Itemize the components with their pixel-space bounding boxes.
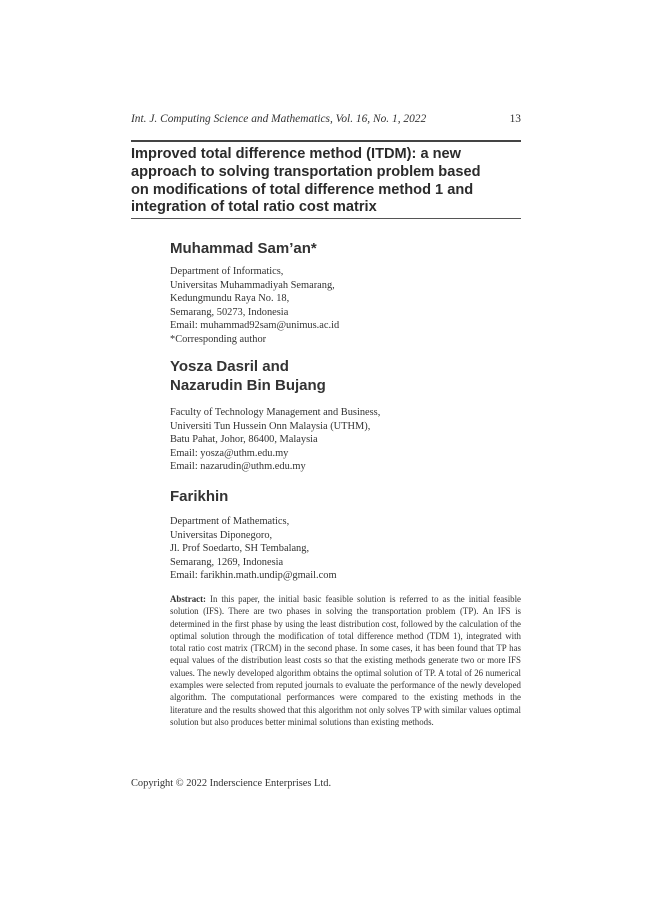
affiliation-line: Universitas Muhammadiyah Semarang, [170,279,335,291]
affiliation-line: Department of Informatics, [170,266,284,277]
affiliation-line: Semarang, 1269, Indonesia [170,556,284,568]
author-affiliation [170,515,337,583]
page-number: 13 [509,113,521,125]
copyright-notice: Copyright © 2022 Inderscience Enterprises Ltd. [131,778,332,789]
paper-title [131,146,523,217]
affiliation-line: Jl. Prof Soedarto, SH Tembalang, [170,543,310,555]
affiliation-line: Universitas Diponegoro, [170,529,273,541]
running-head: Int. J. Computing Science and Mathematics, Vol. 16, No. 1, 2022 [131,113,427,125]
email-line: Email: muhammad92sam@unimus.ac.id [170,320,340,332]
title-bottom-rule [131,218,521,219]
corresponding-author-note: *Corresponding author [170,333,267,345]
title-top-rule [131,140,521,142]
title-line: integration of total ratio cost matrix [131,199,377,216]
abstract-label: Abstract: [170,594,206,604]
email-line: Email: nazarudin@uthm.edu.my [170,461,306,473]
email-line: Email: farikhin.math.undip@gmail.com [170,570,337,582]
author-name-line: Nazarudin Bin Bujang [170,377,326,394]
abstract-text: In this paper, the initial basic feasible solution is referred to as the initial feasible solution (IFS). There are two phases in solving the transportation problem (TP). An IFS is determined in the first phase by using the least distribution cost, followed by the calculation of the optimal solution through the modification of total difference method (TDM 1), integrated with total ratio cost matrix (TRCM) in the second phase. In some cases, it has been found that TP has equal values of the distribution least costs so that the existing methods generate two or more IFS values. The newly developed algorithm obtains the optimal solution of TP. A total of 26 numerical examples were selected from reputed journals to evaluate the performance of the newly developed algorithm. The computational performances were compared to the existing methods in the literature and the results showed that this algorithm not only solves TP with similar values optimal solution but also produces better minimal solutions than existing methods. [170,594,521,727]
title-line: approach to solving transportation problem based [131,163,481,180]
affiliation-line: Faculty of Technology Management and Business, [170,407,381,418]
author-name [170,487,228,506]
abstract [170,593,521,728]
author-name [170,239,317,258]
affiliation-line: Department of Mathematics, [170,516,290,527]
title-line: Improved total difference method (ITDM): a new [131,146,462,162]
author-affiliation [170,265,339,347]
author-name-line: Muhammad Sam’an* [170,240,317,257]
author-name-line: Yosza Dasril and [170,358,289,375]
title-line: on modifications of total difference method 1 and [131,181,474,198]
affiliation-line: Batu Pahat, Johor, 86400, Malaysia [170,434,318,446]
email-line: Email: yosza@uthm.edu.my [170,447,289,459]
author-name [170,357,326,395]
affiliation-line: Semarang, 50273, Indonesia [170,306,289,318]
author-affiliation [170,406,380,474]
author-name-line: Farikhin [170,488,229,505]
affiliation-line: Kedungmundu Raya No. 18, [170,293,290,305]
affiliation-line: Universiti Tun Hussein Onn Malaysia (UTHM), [170,420,371,432]
